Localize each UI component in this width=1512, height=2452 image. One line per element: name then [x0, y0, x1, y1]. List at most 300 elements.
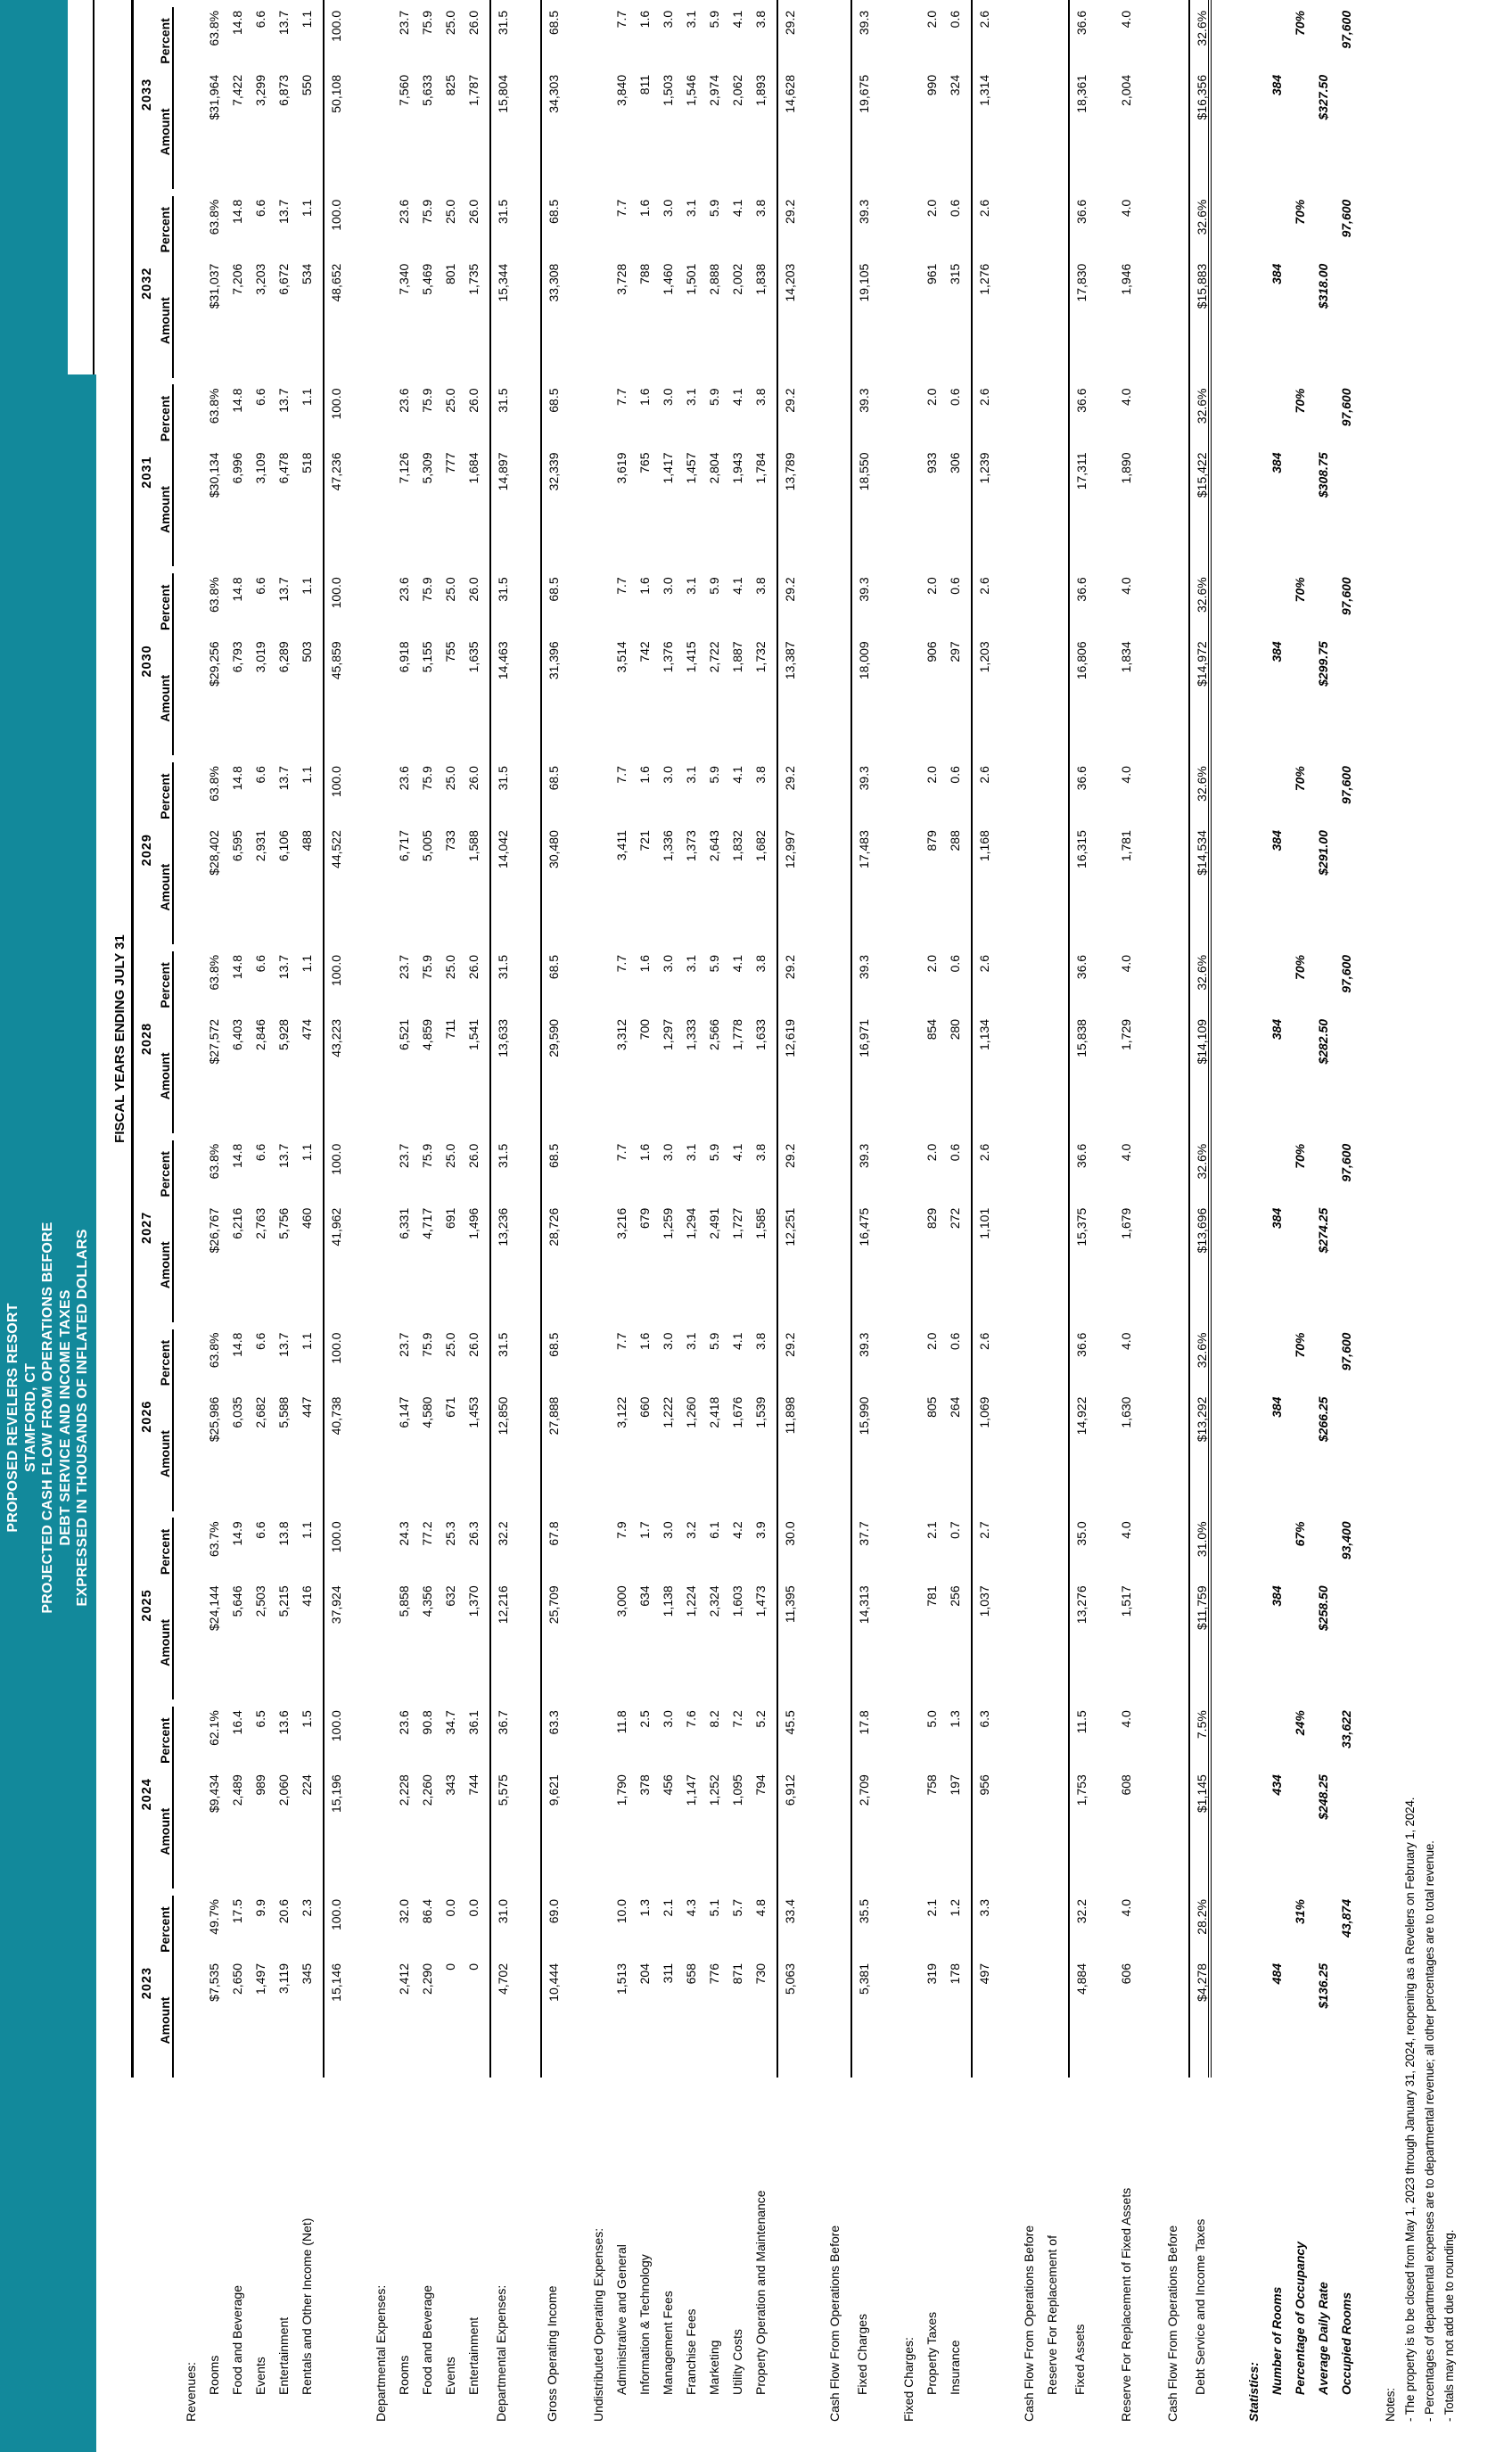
- amount-cell: 679: [637, 1207, 652, 1230]
- amount-cell: 2,503: [253, 1585, 267, 1617]
- amount-header: Amount: [158, 1052, 172, 1100]
- amount-cell: 19,675: [857, 74, 871, 113]
- amount-cell: 2,709: [857, 1774, 871, 1806]
- percent-cell: 39.3: [857, 1332, 871, 1357]
- percent-cell: 1.6: [637, 954, 652, 973]
- percent-cell: 3.8: [753, 199, 768, 218]
- spacer-row: [513, 0, 536, 2452]
- table-row: [202, 0, 226, 2452]
- amount-cell: $291.00: [1316, 830, 1330, 876]
- year-header: 2027: [140, 1211, 154, 1244]
- column-headers: [158, 1518, 174, 1699]
- row-label: [1138, 2078, 1161, 2452]
- amount-cell: 434: [1270, 1774, 1284, 1796]
- amount-cell: 1,541: [466, 1018, 481, 1050]
- amount-cell: 29,590: [546, 1018, 561, 1057]
- percent-cell: 26.0: [466, 1143, 481, 1168]
- percent-cell: 1.1: [300, 577, 314, 595]
- amount-cell: 18,009: [857, 641, 871, 680]
- teal-banner: [0, 0, 96, 2452]
- percent-cell: 1.7: [637, 1521, 652, 1539]
- row-label: Cash Flow From Operations Before: [1165, 2225, 1179, 2422]
- amount-cell: 1,517: [1119, 1585, 1133, 1617]
- percent-cell: 63.8%: [207, 199, 221, 235]
- column-headers: [158, 573, 174, 755]
- percent-cell: 31.5: [496, 1332, 510, 1357]
- amount-cell: 1,147: [684, 1774, 698, 1806]
- percent-cell: 23.6: [397, 388, 411, 413]
- amount-cell: 288: [948, 830, 962, 852]
- spacer-row: [1138, 0, 1161, 2452]
- amount-cell: 6,106: [276, 830, 291, 862]
- amount-cell: 4,580: [420, 1396, 434, 1428]
- amount-cell: 805: [924, 1396, 939, 1418]
- amount-cell: $248.25: [1316, 1774, 1330, 1820]
- percent-cell: 29.2: [783, 1143, 797, 1168]
- percent-cell: 31.0%: [1195, 1521, 1209, 1558]
- amount-cell: $14,972: [1195, 641, 1209, 687]
- percent-cell: 25.0: [443, 1332, 457, 1357]
- percent-cell: 67%: [1293, 1521, 1307, 1547]
- amount-cell: 5,575: [496, 1774, 510, 1806]
- amount-cell: 6,331: [397, 1207, 411, 1239]
- percent-header: Percent: [158, 584, 172, 630]
- percent-cell: 2.6: [977, 1332, 991, 1351]
- percent-cell: 2.7: [977, 1521, 991, 1539]
- amount-cell: 811: [637, 74, 652, 95]
- amount-cell: 2,418: [707, 1396, 721, 1428]
- amount-cell: 456: [661, 1774, 675, 1796]
- percent-cell: 4.0: [1119, 1143, 1133, 1162]
- percent-cell: 32.6%: [1195, 1143, 1209, 1180]
- amount-cell: $13,292: [1195, 1396, 1209, 1443]
- percent-cell: 4.1: [730, 10, 744, 29]
- percent-cell: 25.0: [443, 388, 457, 413]
- percent-cell: 100.0: [329, 766, 343, 798]
- percent-cell: 69.0: [546, 1899, 561, 1924]
- percent-cell: 14.8: [230, 766, 244, 791]
- percent-cell: 32.6%: [1195, 954, 1209, 991]
- percent-cell: 9.9: [253, 1899, 267, 1917]
- percent-cell: 31.5: [496, 577, 510, 602]
- percent-cell: 4.1: [730, 577, 744, 595]
- percent-cell: [1311, 385, 1335, 453]
- amount-cell: 5,155: [420, 641, 434, 673]
- amount-cell: 1,069: [977, 1396, 991, 1428]
- amount-cell: 2,290: [420, 1963, 434, 1995]
- percent-cell: 23.7: [397, 10, 411, 36]
- percent-cell: 4.0: [1119, 954, 1133, 973]
- percent-cell: 3.8: [753, 577, 768, 595]
- percent-cell: 3.0: [661, 10, 675, 29]
- spacer-row: [800, 0, 823, 2452]
- percent-cell: 0.6: [948, 766, 962, 784]
- amount-cell: 1,790: [614, 1774, 629, 1806]
- percent-cell: 2.1: [661, 1899, 675, 1917]
- percent-cell: 97,600: [1339, 199, 1353, 238]
- amount-cell: 608: [1119, 1774, 1133, 1796]
- amount-cell: 2,804: [707, 452, 721, 484]
- row-label: Rentals and Other Income (Net): [300, 2217, 314, 2395]
- table-row: [272, 0, 295, 2452]
- spacer-row: [346, 0, 369, 2452]
- amount-cell: 384: [1270, 1585, 1284, 1607]
- year-header: 2028: [140, 1022, 154, 1056]
- amount-cell: 5,063: [783, 1963, 797, 1995]
- fiscal-years-header-text: FISCAL YEARS ENDING JULY 31: [112, 934, 127, 1143]
- amount-cell: 990: [924, 74, 939, 96]
- percent-cell: 23.6: [397, 577, 411, 602]
- column-headers: [158, 7, 174, 189]
- amount-cell: 742: [637, 641, 652, 662]
- amount-cell: $327.50: [1316, 74, 1330, 120]
- amount-cell: 6,873: [276, 74, 291, 106]
- row-label: Property Taxes: [924, 2311, 939, 2395]
- spacer-row: [1091, 0, 1114, 2452]
- amount-cell: 1,778: [730, 1018, 744, 1050]
- column-headers: [158, 1140, 174, 1322]
- percent-cell: 0.6: [948, 954, 962, 973]
- amount-cell: 297: [948, 641, 962, 662]
- amount-cell: 1,373: [684, 830, 698, 862]
- row-label: Events: [253, 2357, 267, 2395]
- percent-cell: 2.0: [924, 1143, 939, 1162]
- percent-cell: 25.0: [443, 766, 457, 791]
- amount-cell: 460: [300, 1207, 314, 1230]
- row-label: Departmental Expenses:: [494, 2284, 508, 2422]
- percent-cell: 14.8: [230, 954, 244, 980]
- percent-cell: 36.6: [1074, 954, 1089, 980]
- percent-cell: 100.0: [329, 1899, 343, 1931]
- percent-cell: 75.9: [420, 954, 434, 980]
- percent-cell: 4.8: [753, 1899, 768, 1917]
- percent-cell: 3.9: [753, 1521, 768, 1539]
- row-label: Undistributed Operating Expenses:: [591, 2227, 605, 2422]
- percent-cell: 2.0: [924, 766, 939, 784]
- amount-header: Amount: [158, 1807, 172, 1855]
- percent-cell: [1311, 1896, 1335, 1963]
- amount-cell: 1,729: [1119, 1018, 1133, 1050]
- amount-cell: 1,473: [753, 1585, 768, 1617]
- fiscal-years-header: [96, 0, 134, 2078]
- percent-cell: 7.2: [730, 1710, 744, 1728]
- table-row: [656, 0, 679, 2452]
- label-continuation-row: [1040, 0, 1064, 2452]
- percent-cell: 33.4: [783, 1899, 797, 1924]
- percent-cell: 3.8: [753, 388, 768, 406]
- percent-cell: 36.6: [1074, 199, 1089, 224]
- table-row: [920, 0, 943, 2452]
- label-continuation-row: [823, 0, 846, 2452]
- table-row: [1114, 0, 1138, 2452]
- table-row: [749, 0, 772, 2452]
- spacer-row: [1219, 0, 1242, 2452]
- amount-cell: 44,522: [329, 830, 343, 868]
- amount-cell: 497: [977, 1963, 991, 1985]
- stat-row: [1335, 0, 1358, 2452]
- amount-cell: 1,784: [753, 452, 768, 484]
- amount-cell: 3,728: [614, 263, 629, 295]
- amount-cell: 1,297: [661, 1018, 675, 1050]
- row-label: Reserve For Replacement of Fixed Assets: [1119, 2187, 1133, 2422]
- percent-cell: 3.0: [661, 766, 675, 784]
- amount-cell: 1,252: [707, 1774, 721, 1806]
- percent-cell: 3.1: [684, 199, 698, 218]
- amount-cell: [1288, 1963, 1311, 2078]
- amount-cell: 18,361: [1074, 74, 1089, 113]
- percent-cell: 1.6: [637, 1332, 652, 1351]
- amount-cell: 6,672: [276, 263, 291, 295]
- amount-cell: 12,251: [783, 1207, 797, 1247]
- amount-cell: 1,457: [684, 452, 698, 484]
- amount-cell: 854: [924, 1018, 939, 1041]
- percent-cell: 4.0: [1119, 1332, 1133, 1351]
- percent-cell: 4.0: [1119, 1710, 1133, 1728]
- amount-cell: 829: [924, 1207, 939, 1230]
- percent-cell: 2.0: [924, 577, 939, 595]
- amount-cell: 2,004: [1119, 74, 1133, 106]
- percent-cell: 2.6: [977, 954, 991, 973]
- amount-cell: 2,260: [420, 1774, 434, 1806]
- percent-cell: 70%: [1293, 577, 1307, 603]
- amount-cell: 7,340: [397, 263, 411, 295]
- percent-cell: 1.1: [300, 1521, 314, 1539]
- percent-cell: 23.6: [397, 1710, 411, 1735]
- percent-cell: 100.0: [329, 1332, 343, 1364]
- year-header-row: [134, 0, 158, 2078]
- amount-cell: 3,299: [253, 74, 267, 106]
- amount-header: Amount: [158, 1430, 172, 1478]
- amount-cell: 45,859: [329, 641, 343, 680]
- percent-cell: 26.0: [466, 199, 481, 224]
- row-label: Rooms: [397, 2355, 411, 2395]
- row-label: Number of Rooms: [1270, 2286, 1284, 2395]
- percent-cell: 23.6: [397, 199, 411, 224]
- amount-cell: 41,962: [329, 1207, 343, 1247]
- row-label: Property Operation and Maintenance: [753, 2190, 768, 2395]
- year-header: 2033: [140, 78, 154, 111]
- row-label: Fixed Charges: [855, 2313, 869, 2395]
- amount-cell: 43,223: [329, 1018, 343, 1057]
- percent-cell: 63.7%: [207, 1521, 221, 1558]
- amount-cell: 1,585: [753, 1207, 768, 1239]
- row-label: [874, 2078, 897, 2452]
- percent-cell: 5.9: [707, 1143, 721, 1162]
- row-label: Average Daily Rate: [1316, 2282, 1330, 2395]
- amount-cell: 2,763: [253, 1207, 267, 1239]
- amount-cell: $24,144: [207, 1585, 221, 1631]
- amount-cell: 384: [1270, 830, 1284, 852]
- row-label: Management Fees: [661, 2291, 675, 2395]
- amount-cell: 1,294: [684, 1207, 698, 1239]
- amount-cell: 14,922: [1074, 1396, 1089, 1436]
- amount-cell: 14,463: [496, 641, 510, 680]
- amount-cell: 3,619: [614, 452, 629, 484]
- row-label: Fixed Assets: [1072, 2324, 1087, 2395]
- percent-cell: 2.0: [924, 10, 939, 29]
- amount-cell: [1288, 830, 1311, 944]
- amount-cell: 4,859: [420, 1018, 434, 1050]
- percent-cell: 36.6: [1074, 388, 1089, 413]
- table-row: [249, 0, 272, 2452]
- amount-cell: 5,005: [420, 830, 434, 862]
- data-table: [179, 0, 1358, 2452]
- percent-cell: 24%: [1293, 1710, 1307, 1736]
- percent-cell: 4.0: [1119, 388, 1133, 406]
- percent-cell: 24.3: [397, 1521, 411, 1546]
- percent-cell: 100.0: [329, 10, 343, 42]
- percent-header: Percent: [158, 1717, 172, 1764]
- percent-cell: 70%: [1293, 199, 1307, 225]
- amount-cell: 3,312: [614, 1018, 629, 1050]
- percent-cell: 3.0: [661, 1521, 675, 1539]
- amount-cell: 3,216: [614, 1207, 629, 1239]
- amount-cell: 5,381: [857, 1963, 871, 1995]
- row-label: Entertainment: [276, 2316, 291, 2395]
- percent-cell: 7.7: [614, 1143, 629, 1162]
- row-label: [346, 2078, 369, 2452]
- percent-cell: 1.3: [948, 1710, 962, 1728]
- percent-cell: 6.6: [253, 766, 267, 784]
- amount-cell: $30,134: [207, 452, 221, 498]
- percent-cell: 39.3: [857, 577, 871, 602]
- percent-header: Percent: [158, 1339, 172, 1386]
- year-header: 2024: [140, 1778, 154, 1811]
- percent-cell: 30.0: [783, 1521, 797, 1546]
- amount-cell: 319: [924, 1963, 939, 1985]
- amount-cell: 2,682: [253, 1396, 267, 1428]
- percent-cell: 70%: [1293, 10, 1307, 36]
- percent-cell: 26.0: [466, 954, 481, 980]
- percent-cell: 35.5: [857, 1899, 871, 1924]
- percent-cell: 1.6: [637, 388, 652, 406]
- percent-cell: 63.8%: [207, 388, 221, 424]
- percent-cell: 2.6: [977, 1143, 991, 1162]
- percent-cell: [1265, 951, 1288, 1019]
- percent-cell: 2.0: [924, 199, 939, 218]
- amount-header: Amount: [158, 863, 172, 911]
- amount-cell: 4,702: [496, 1963, 510, 1995]
- percent-cell: 100.0: [329, 577, 343, 609]
- total-row: [777, 0, 800, 2452]
- column-headers: [158, 1707, 174, 1888]
- spacer-row: [994, 0, 1017, 2452]
- amount-cell: 733: [443, 830, 457, 852]
- amount-cell: 16,315: [1074, 830, 1089, 868]
- percent-cell: 3.8: [753, 10, 768, 29]
- amount-cell: 1,376: [661, 641, 675, 673]
- percent-cell: 4.3: [684, 1899, 698, 1917]
- percent-cell: [1311, 762, 1335, 830]
- row-label: [563, 2078, 587, 2452]
- amount-cell: 1,546: [684, 74, 698, 106]
- amount-cell: 765: [637, 452, 652, 473]
- row-label: Entertainment: [466, 2316, 481, 2395]
- amount-cell: 15,375: [1074, 1207, 1089, 1247]
- percent-cell: 26.0: [466, 10, 481, 36]
- amount-cell: [1288, 641, 1311, 755]
- amount-cell: 1,497: [253, 1963, 267, 1995]
- note-item-1: - The property is to be closed from May 1, 2023 through January 31, 2024, reopening as a Revelers on February 1, 2024.: [1403, 1797, 1417, 2422]
- table-row: [703, 0, 726, 2452]
- column-headers: [158, 1329, 174, 1511]
- percent-cell: 4.1: [730, 199, 744, 218]
- percent-cell: 32.6%: [1195, 1332, 1209, 1369]
- amount-cell: 518: [300, 452, 314, 473]
- percent-cell: 90.8: [420, 1710, 434, 1735]
- percent-cell: 1.1: [300, 954, 314, 973]
- row-label: Insurance: [948, 2340, 962, 2395]
- amount-cell: 0: [443, 1963, 457, 1971]
- column-headers: [158, 951, 174, 1133]
- amount-cell: 37,924: [329, 1585, 343, 1625]
- amount-cell: 6,478: [276, 452, 291, 484]
- row-label: Cash Flow From Operations Before: [1022, 2225, 1036, 2422]
- amount-cell: 416: [300, 1585, 314, 1607]
- amount-cell: 961: [924, 263, 939, 285]
- percent-cell: 3.0: [661, 1143, 675, 1162]
- table-row: [610, 0, 633, 2452]
- amount-cell: 1,539: [753, 1396, 768, 1428]
- amount-cell: 378: [637, 1774, 652, 1796]
- percent-cell: 2.0: [924, 954, 939, 973]
- amount-cell: 1,501: [684, 263, 698, 295]
- row-label: Occupied Rooms: [1339, 2292, 1353, 2395]
- report-title: [4, 794, 92, 2042]
- percent-cell: 1.1: [300, 199, 314, 218]
- spacer-row: [563, 0, 587, 2452]
- amount-cell: 48,652: [329, 263, 343, 302]
- amount-cell: 1,943: [730, 452, 744, 484]
- percent-cell: 0.6: [948, 10, 962, 29]
- percent-cell: 5.0: [924, 1710, 939, 1728]
- percent-cell: 86.4: [420, 1899, 434, 1924]
- amount-cell: $14,534: [1195, 830, 1209, 876]
- amount-cell: 671: [443, 1396, 457, 1418]
- amount-cell: $7,535: [207, 1963, 221, 2002]
- percent-cell: 29.2: [783, 10, 797, 36]
- amount-cell: [1335, 830, 1358, 944]
- amount-cell: 5,633: [420, 74, 434, 106]
- row-label: Administrative and General: [614, 2244, 629, 2395]
- amount-cell: 280: [948, 1018, 962, 1041]
- percent-cell: 3.1: [684, 577, 698, 595]
- amount-cell: 12,216: [496, 1585, 510, 1625]
- percent-cell: 23.6: [397, 766, 411, 791]
- percent-cell: 63.8%: [207, 766, 221, 802]
- amount-header: Amount: [158, 486, 172, 533]
- amount-cell: 956: [977, 1774, 991, 1796]
- percent-header: Percent: [158, 395, 172, 442]
- amount-cell: 4,717: [420, 1207, 434, 1239]
- percent-cell: 6.6: [253, 388, 267, 406]
- amount-cell: $299.75: [1316, 641, 1330, 687]
- percent-cell: 3.1: [684, 1143, 698, 1162]
- amount-cell: 758: [924, 1774, 939, 1796]
- amount-cell: 6,918: [397, 641, 411, 673]
- percent-cell: [1265, 7, 1288, 75]
- percent-header: Percent: [158, 18, 172, 64]
- column-headers: [158, 762, 174, 944]
- amount-cell: 2,650: [230, 1963, 244, 1995]
- amount-cell: 6,035: [230, 1396, 244, 1428]
- amount-cell: 224: [300, 1774, 314, 1796]
- amount-cell: [1288, 453, 1311, 567]
- percent-cell: 1.2: [948, 1899, 962, 1917]
- percent-cell: 13.7: [276, 199, 291, 224]
- amount-cell: $258.50: [1316, 1585, 1330, 1631]
- percent-cell: 6.6: [253, 1332, 267, 1351]
